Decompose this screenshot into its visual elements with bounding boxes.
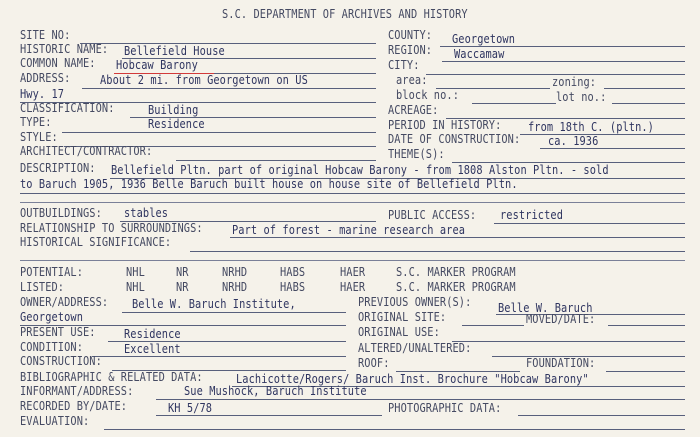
listed-haer: HAER [340,280,366,294]
public-access-value: restricted [500,208,563,222]
classification-label: CLASSIFICATION: [20,101,115,115]
moved-date-label: MOVED/DATE: [526,312,596,326]
original-site-label: ORIGINAL SITE: [358,310,447,324]
previous-owner-value: Belle W. Baruch [498,301,593,315]
moved-date-line [608,325,685,326]
potential-nhl: NHL [126,265,145,279]
address-line-1 [82,88,376,89]
lot-no-label: lot no.: [556,90,607,104]
block-no-line [472,103,556,104]
common-name-value: Hobcaw Barony [116,58,198,72]
region-value: Waccamaw [454,47,505,61]
acreage-label: ACREAGE: [388,103,439,117]
foundation-label: FOUNDATION: [526,356,596,370]
evaluation-line [104,429,685,430]
date-construction-line [540,148,685,149]
owner-value-1: Belle W. Baruch Institute, [132,297,296,311]
type-label: TYPE: [20,115,52,129]
potential-marker: S.C. MARKER PROGRAM [396,265,516,279]
lot-no-line [612,103,685,104]
potential-label: POTENTIAL: [20,265,83,279]
potential-nrhd: NRHD [222,265,248,279]
listed-marker: S.C. MARKER PROGRAM [396,280,516,294]
architect-line [176,160,376,161]
recorded-by-value: KH 5/78 [168,401,213,415]
outbuildings-value: stables [124,206,169,220]
listed-nrhd: NRHD [222,280,248,294]
foundation-line [606,371,685,372]
listed-nhl: NHL [126,280,145,294]
period-line [520,134,685,135]
construction-label: CONSTRUCTION: [20,354,102,368]
previous-owner-label: PREVIOUS OWNER(S): [358,295,472,309]
style-label: STYLE: [20,130,58,144]
card-header: S.C. DEPARTMENT OF ARCHIVES AND HISTORY [222,7,468,21]
condition-value: Excellent [124,342,181,356]
city-label: CITY: [388,58,420,72]
roof-label: ROOF: [358,356,390,370]
present-use-value: Residence [124,327,181,341]
county-value: Georgetown [452,32,515,46]
description-value-1: Bellefield Pltn. part of original Hobcaw Barony - from 1808 Alston Pltn. - sold [111,163,609,177]
date-construction-value: ca. 1936 [548,134,599,148]
bibliographic-value: Lachicotte/Rogers/ Baruch Inst. Brochure "Hobcaw Barony" [236,372,589,386]
photographic-line [518,415,685,416]
evaluation-label: EVALUATION: [20,414,90,428]
themes-label: THEME(S): [388,147,445,161]
address-value-2: Hwy. 17 [20,87,65,101]
public-access-label: PUBLIC ACCESS: [388,208,477,222]
significance-label: HISTORICAL SIGNIFICANCE: [20,235,172,249]
photographic-label: PHOTOGRAPHIC DATA: [388,401,502,415]
listed-habs: HABS [280,280,306,294]
present-use-label: PRESENT USE: [20,325,96,339]
description-label: DESCRIPTION: [20,161,96,175]
potential-nr: NR [176,265,189,279]
relationship-label: RELATIONSHIP TO SURROUNDINGS: [20,221,203,235]
relationship-value: Part of forest - marine research area [232,223,466,237]
informant-value: Sue Mushock, Baruch Institute [184,384,367,398]
block-no-label: block no.: [396,88,459,102]
owner-value-2: Georgetown [20,310,83,324]
relationship-line [230,237,685,238]
owner-line-1 [122,312,346,313]
recorded-by-label: RECORDED BY/DATE: [20,399,128,413]
type-value: Residence [148,117,205,131]
zoning-line [604,88,685,89]
potential-haer: HAER [340,265,366,279]
common-name-label: COMMON NAME: [20,56,96,70]
region-label: REGION: [388,43,433,57]
outbuildings-label: OUTBUILDINGS: [20,206,102,220]
date-construction-label: DATE OF CONSTRUCTION: [388,132,521,146]
original-site-line [462,325,524,326]
period-label: PERIOD IN HISTORY: [388,118,502,132]
listed-nr: NR [176,280,189,294]
original-use-line [452,341,685,342]
area-label: area: [396,73,428,87]
region-line [442,61,685,62]
period-value: from 18th C. (pltn.) [528,120,654,134]
recorded-by-line [156,415,382,416]
significance-line [190,251,685,252]
listed-label: LISTED: [20,280,65,294]
condition-line [92,356,346,357]
bibliographic-label: BIBLIOGRAPHIC & RELATED DATA: [20,370,203,384]
altered-label: ALTERED/UNALTERED: [358,341,472,355]
potential-habs: HABS [280,265,306,279]
architect-label: ARCHITECT/CONTRACTOR: [20,144,153,158]
section-separator-2 [20,260,685,261]
address-label: ADDRESS: [20,71,71,85]
informant-line [156,399,685,400]
historic-name-label: HISTORIC NAME: [20,42,109,56]
historic-name-value: Bellefield House [124,44,225,58]
original-use-label: ORIGINAL USE: [358,325,440,339]
description-line-2 [20,193,685,194]
informant-label: INFORMANT/ADDRESS: [20,384,134,398]
site-no-label: SITE NO: [20,28,71,42]
county-label: COUNTY: [388,28,433,42]
condition-label: CONDITION: [20,340,83,354]
description-value-2: to Baruch 1905, 1936 Belle Baruch built house on house site of Bellefield Pltn. [20,177,518,191]
address-value-1: About 2 mi. from Georgetown on US [100,73,308,87]
zoning-label: zoning: [552,75,597,89]
public-access-line [494,223,685,224]
type-line [62,132,376,133]
classification-value: Building [148,103,199,117]
section-separator-1 [20,202,685,203]
owner-address-label: OWNER/ADDRESS: [20,295,109,309]
